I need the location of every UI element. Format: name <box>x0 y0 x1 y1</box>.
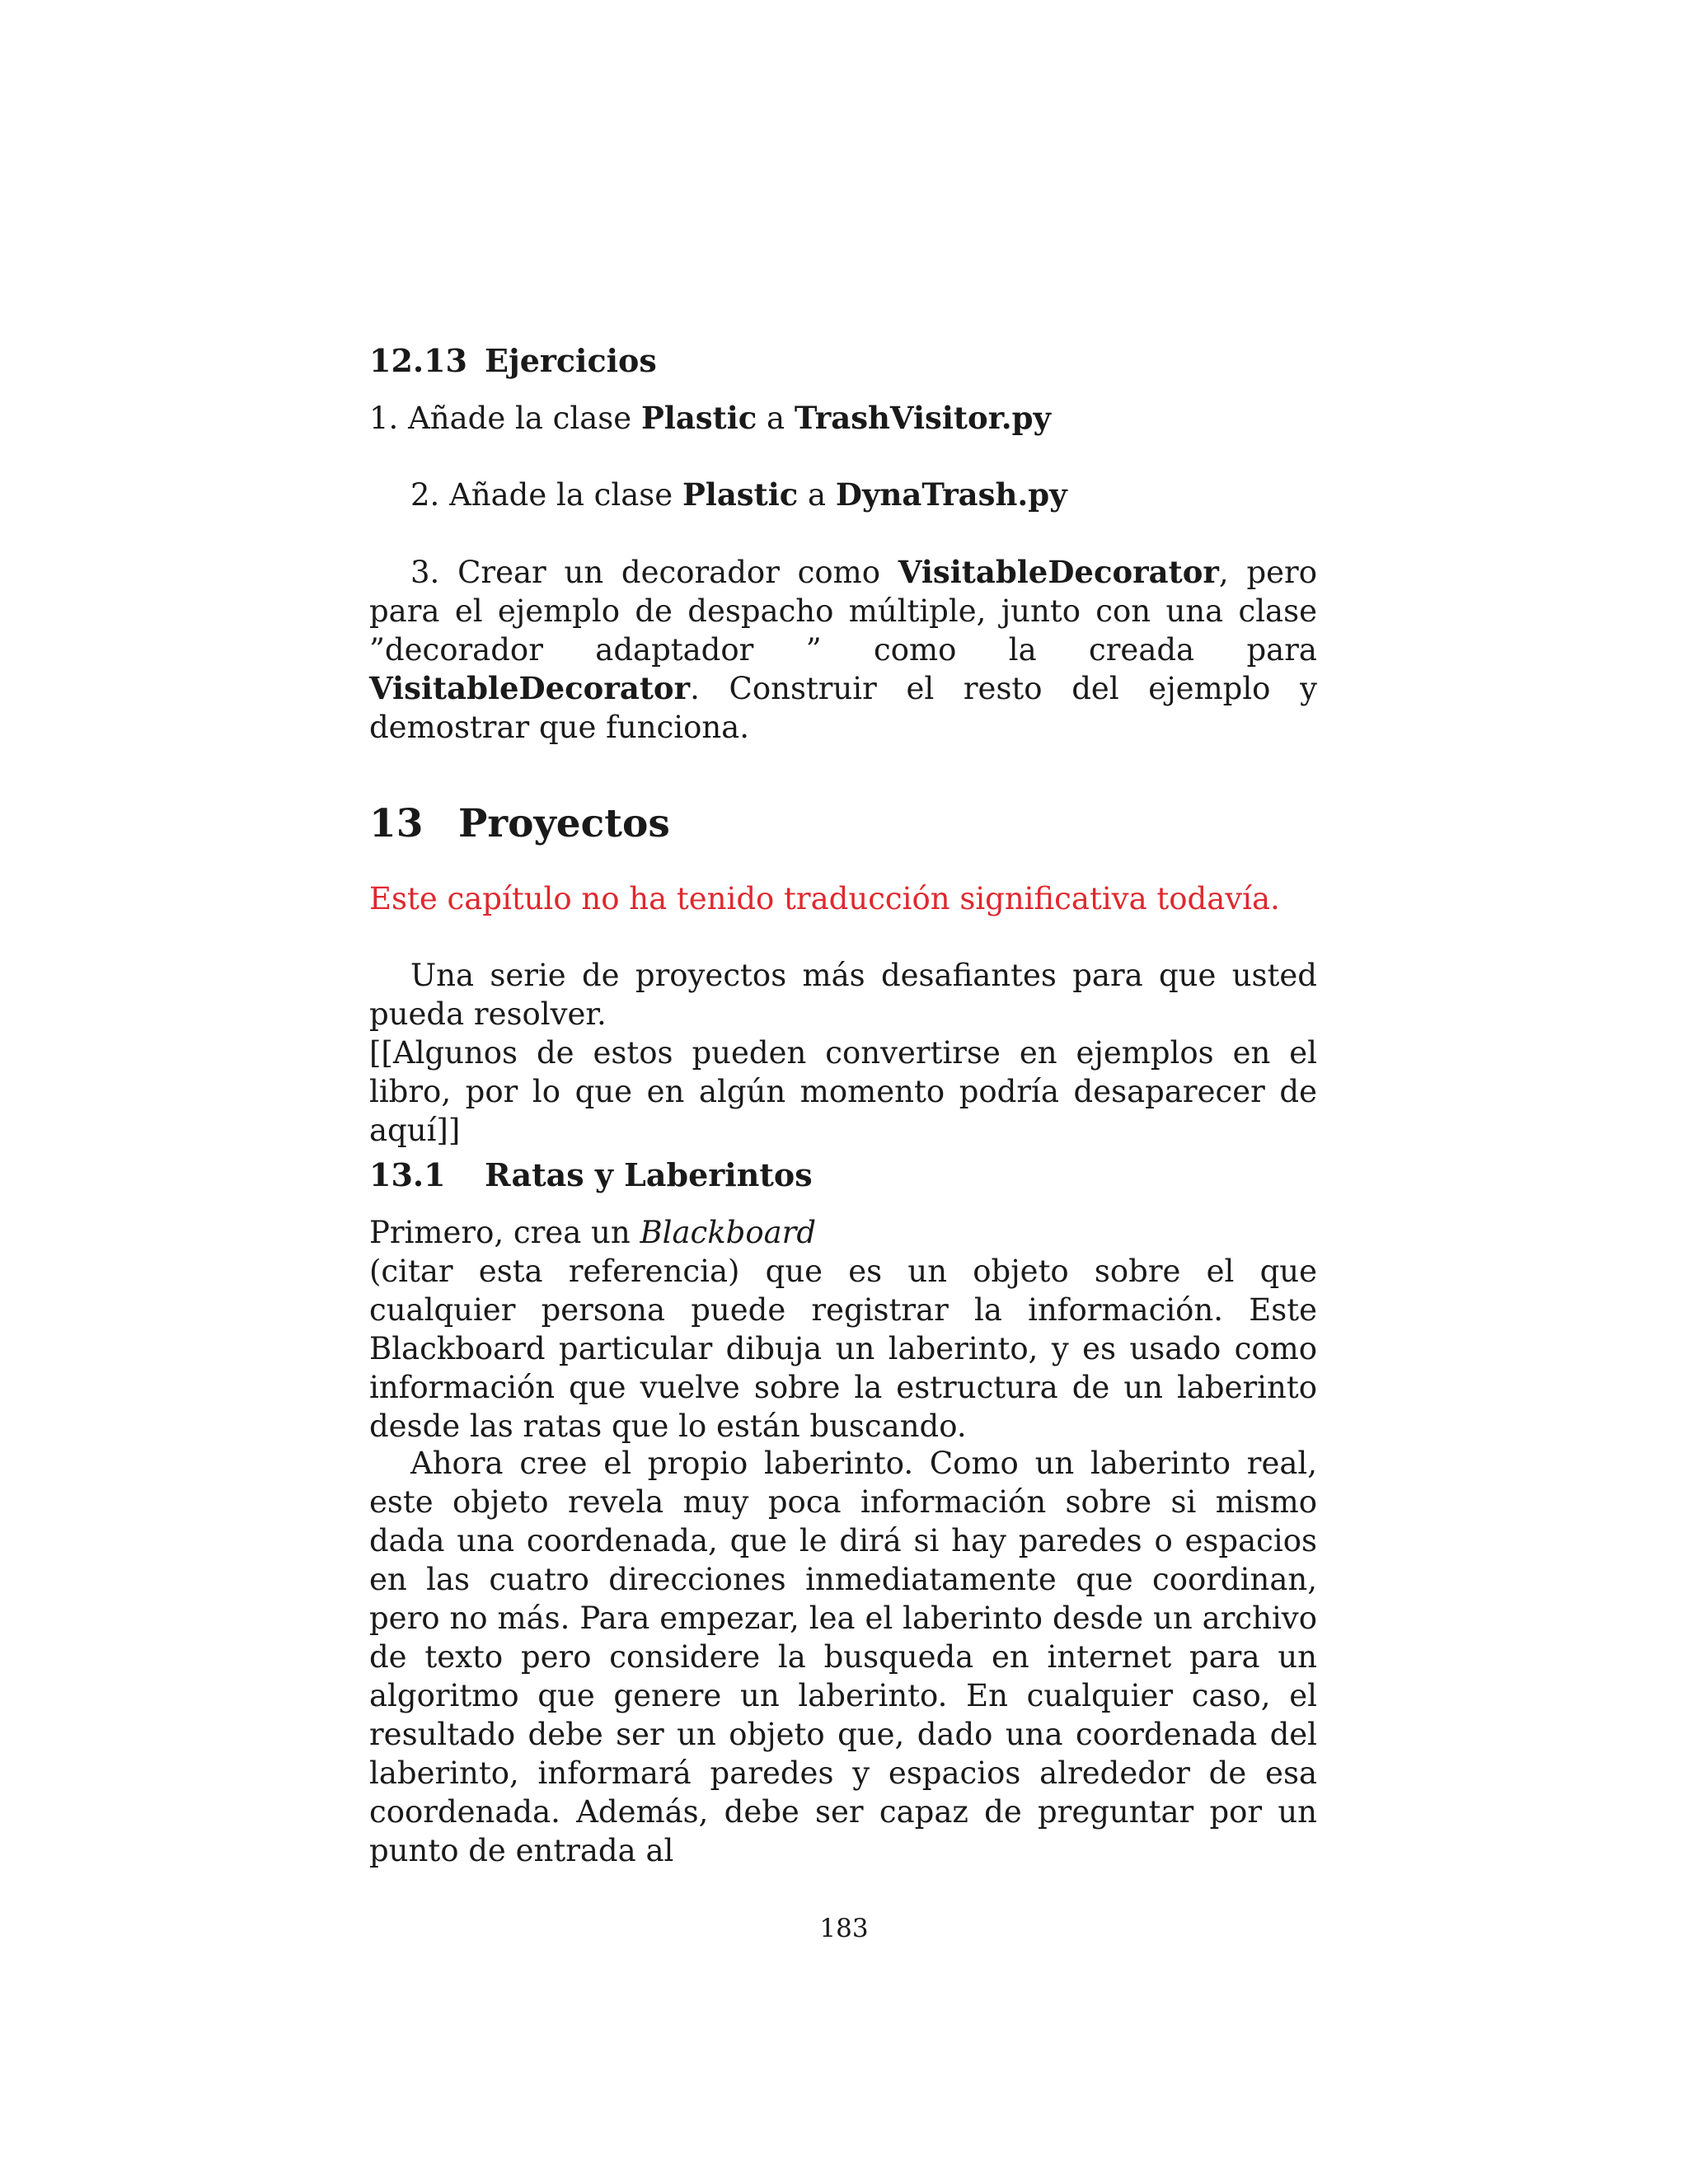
exercise-1 <box>369 399 1317 438</box>
exercise-2-text: 2. Añade la clase <box>410 477 682 513</box>
paragraph-opening <box>369 1213 1317 1252</box>
exercise-1-text: 1. Añade la clase <box>369 401 641 436</box>
section-heading-13-1 <box>369 1155 1317 1194</box>
section-number: 12.13 <box>369 342 467 379</box>
exercise-2 <box>369 476 1317 514</box>
file-name: DynaTrash.py <box>835 476 1067 513</box>
class-name: Plastic <box>640 400 757 436</box>
exercise-3-text: 3. Crear un decorador como <box>410 555 898 590</box>
editor-note: [[Algunos de estos pueden convertirse en ejemplos en el libro, por lo que en algún momento podría desaparecer de aquí]] <box>369 1035 1317 1148</box>
section-title: Ejercicios <box>485 342 657 379</box>
intro-paragraph: Una serie de proyectos más desafiantes para que usted pueda resolver. <box>369 958 1317 1032</box>
projects-intro <box>369 956 1317 1150</box>
section-heading-13 <box>369 801 1317 847</box>
paragraph-blackboard <box>369 1213 1317 1446</box>
exercise-2-connector: a <box>798 477 836 513</box>
section-number: 13 <box>369 801 424 846</box>
translation-notice: Este capítulo no ha tenido traducción significativa todavía. <box>369 881 1280 916</box>
exercise-1-connector: a <box>757 401 795 436</box>
exercise-3-text: , pero para el ejemplo de despacho múltiple, junto con una clase ”decorador adaptador ” como la creada para <box>369 555 1317 668</box>
section-title: Proyectos <box>458 801 670 846</box>
class-name: VisitableDecorator <box>369 670 691 706</box>
file-name: TrashVisitor.py <box>794 400 1052 436</box>
section-heading-12-13 <box>369 341 1317 380</box>
paragraph-maze: Ahora cree el propio laberinto. Como un laberinto real, este objeto revela muy poca información sobre si mismo dada una coordenada, que le dirá si hay paredes o espacios en las cuatro direcciones inmediatamente que coordinan, pero no más. Para empezar, lea el laberinto desde un archivo de texto pero considere la busqueda en internet para un algoritmo que genere un laberinto. En cualquier caso, el resultado debe ser un objeto que, dado una coordenada del laberinto, informará paredes y espacios alrededor de esa coordenada. Además, debe ser capaz de preguntar por un punto de entrada al <box>369 1446 1317 1868</box>
page-number: 183 <box>819 1914 869 1943</box>
paragraph-text: Primero, crea un <box>369 1215 640 1250</box>
paragraph-body: (citar esta referencia) que es un objeto sobre el que cualquier persona puede registrar la información. Este Blackboard particular dibuja un laberinto, y es usado como información que vuelve sobre la estructura de un laberinto desde las ratas que lo están buscando. <box>369 1254 1317 1444</box>
section-number: 13.1 <box>369 1156 446 1193</box>
class-name: Plastic <box>682 476 799 513</box>
term-blackboard: Blackboard <box>640 1215 817 1250</box>
class-name: VisitableDecorator <box>898 554 1219 590</box>
exercise-3 <box>369 553 1317 747</box>
exercise-3-text: . Construir el resto del ejemplo y demostrar que funciona. <box>369 671 1317 745</box>
section-title: Ratas y Laberintos <box>485 1156 813 1193</box>
